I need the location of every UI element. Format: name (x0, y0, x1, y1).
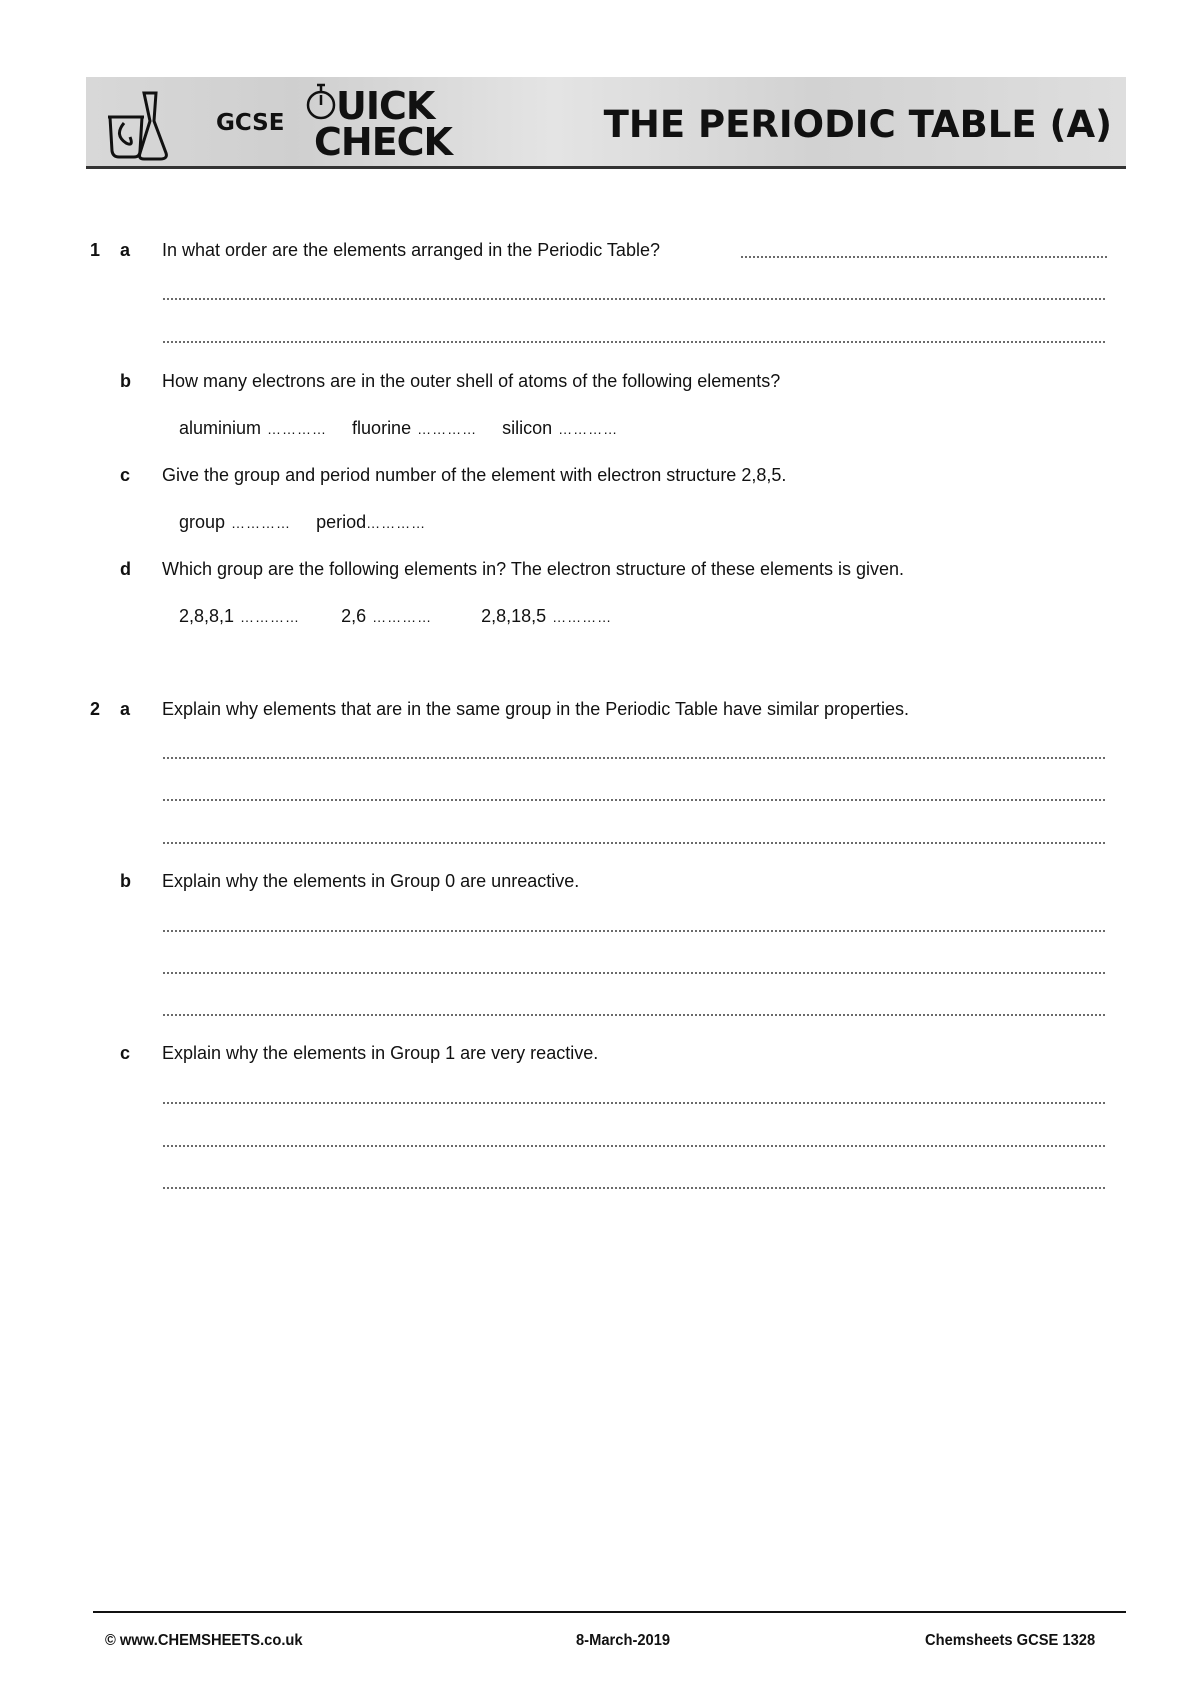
check-label: CHECK (314, 120, 452, 164)
q1d-text: Which group are the following elements in? The electron structure of these elements is given. (162, 559, 905, 579)
header-banner (86, 77, 1126, 169)
answer-line[interactable] (162, 842, 1107, 844)
answer-blank[interactable]: ………… (231, 515, 292, 531)
period-label: period (316, 512, 367, 532)
q1a-text: In what order are the elements arranged in the Periodic Table? (162, 240, 660, 260)
answer-blank[interactable]: ………… (240, 609, 301, 625)
stopwatch-icon (306, 81, 336, 121)
answer-blank[interactable]: ………… (417, 421, 478, 437)
structure-3: 2,8,18,5 (481, 606, 547, 626)
q1c-answers (179, 512, 446, 533)
q1b-answers (179, 418, 638, 439)
page-title: THE PERIODIC TABLE (A) (603, 103, 1112, 146)
q2b-text: Explain why the elements in Group 0 are unreactive. (162, 871, 580, 891)
footer-divider (93, 1611, 1126, 1613)
q1c-text: Give the group and period number of the element with electron structure 2,8,5. (162, 465, 787, 485)
answer-line[interactable] (162, 1187, 1107, 1189)
q1b-text: How many electrons are in the outer shell of atoms of the following elements? (162, 371, 781, 391)
gcse-label: GCSE (216, 110, 285, 136)
answer-line[interactable] (162, 757, 1107, 759)
answer-blank[interactable]: ………… (366, 515, 427, 531)
answer-line[interactable] (162, 298, 1107, 300)
element-aluminium: aluminium (179, 418, 262, 438)
element-fluorine: fluorine (352, 418, 412, 438)
question-2-number: 2 (90, 699, 101, 719)
answer-blank[interactable]: ………… (372, 609, 433, 625)
q2c-letter: c (120, 1043, 131, 1063)
footer-website[interactable]: © www.CHEMSHEETS.co.uk (105, 1632, 303, 1649)
answer-blank[interactable]: ………… (267, 421, 328, 437)
answer-line[interactable] (162, 930, 1107, 932)
q1d-answers (179, 606, 632, 627)
answer-line[interactable] (162, 1102, 1107, 1104)
answer-line[interactable] (162, 799, 1107, 801)
answer-line[interactable] (162, 1014, 1107, 1016)
structure-2: 2,6 (341, 606, 367, 626)
structure-1: 2,8,8,1 (179, 606, 235, 626)
group-label: group (179, 512, 226, 532)
lab-glassware-icon (104, 87, 176, 161)
answer-blank[interactable]: ………… (552, 609, 613, 625)
q2a-text: Explain why elements that are in the same group in the Periodic Table have similar properties. (162, 699, 910, 719)
footer-date: 8-March-2019 (576, 1632, 671, 1649)
question-1-number: 1 (90, 240, 101, 260)
answer-line[interactable] (162, 972, 1107, 974)
element-silicon: silicon (502, 418, 553, 438)
answer-line[interactable] (740, 256, 1107, 258)
q1c-letter: c (120, 465, 131, 485)
footer-reference: Chemsheets GCSE 1328 (925, 1632, 1096, 1649)
answer-line[interactable] (162, 1145, 1107, 1147)
q2a-letter: a (120, 699, 131, 719)
q1b-letter: b (120, 371, 131, 391)
quick-label: UICK (336, 84, 435, 128)
q1a-letter: a (120, 240, 131, 260)
answer-line[interactable] (162, 341, 1107, 343)
q1d-letter: d (120, 559, 131, 579)
answer-blank[interactable]: ………… (558, 421, 619, 437)
q2c-text: Explain why the elements in Group 1 are very reactive. (162, 1043, 599, 1063)
q2b-letter: b (120, 871, 131, 891)
